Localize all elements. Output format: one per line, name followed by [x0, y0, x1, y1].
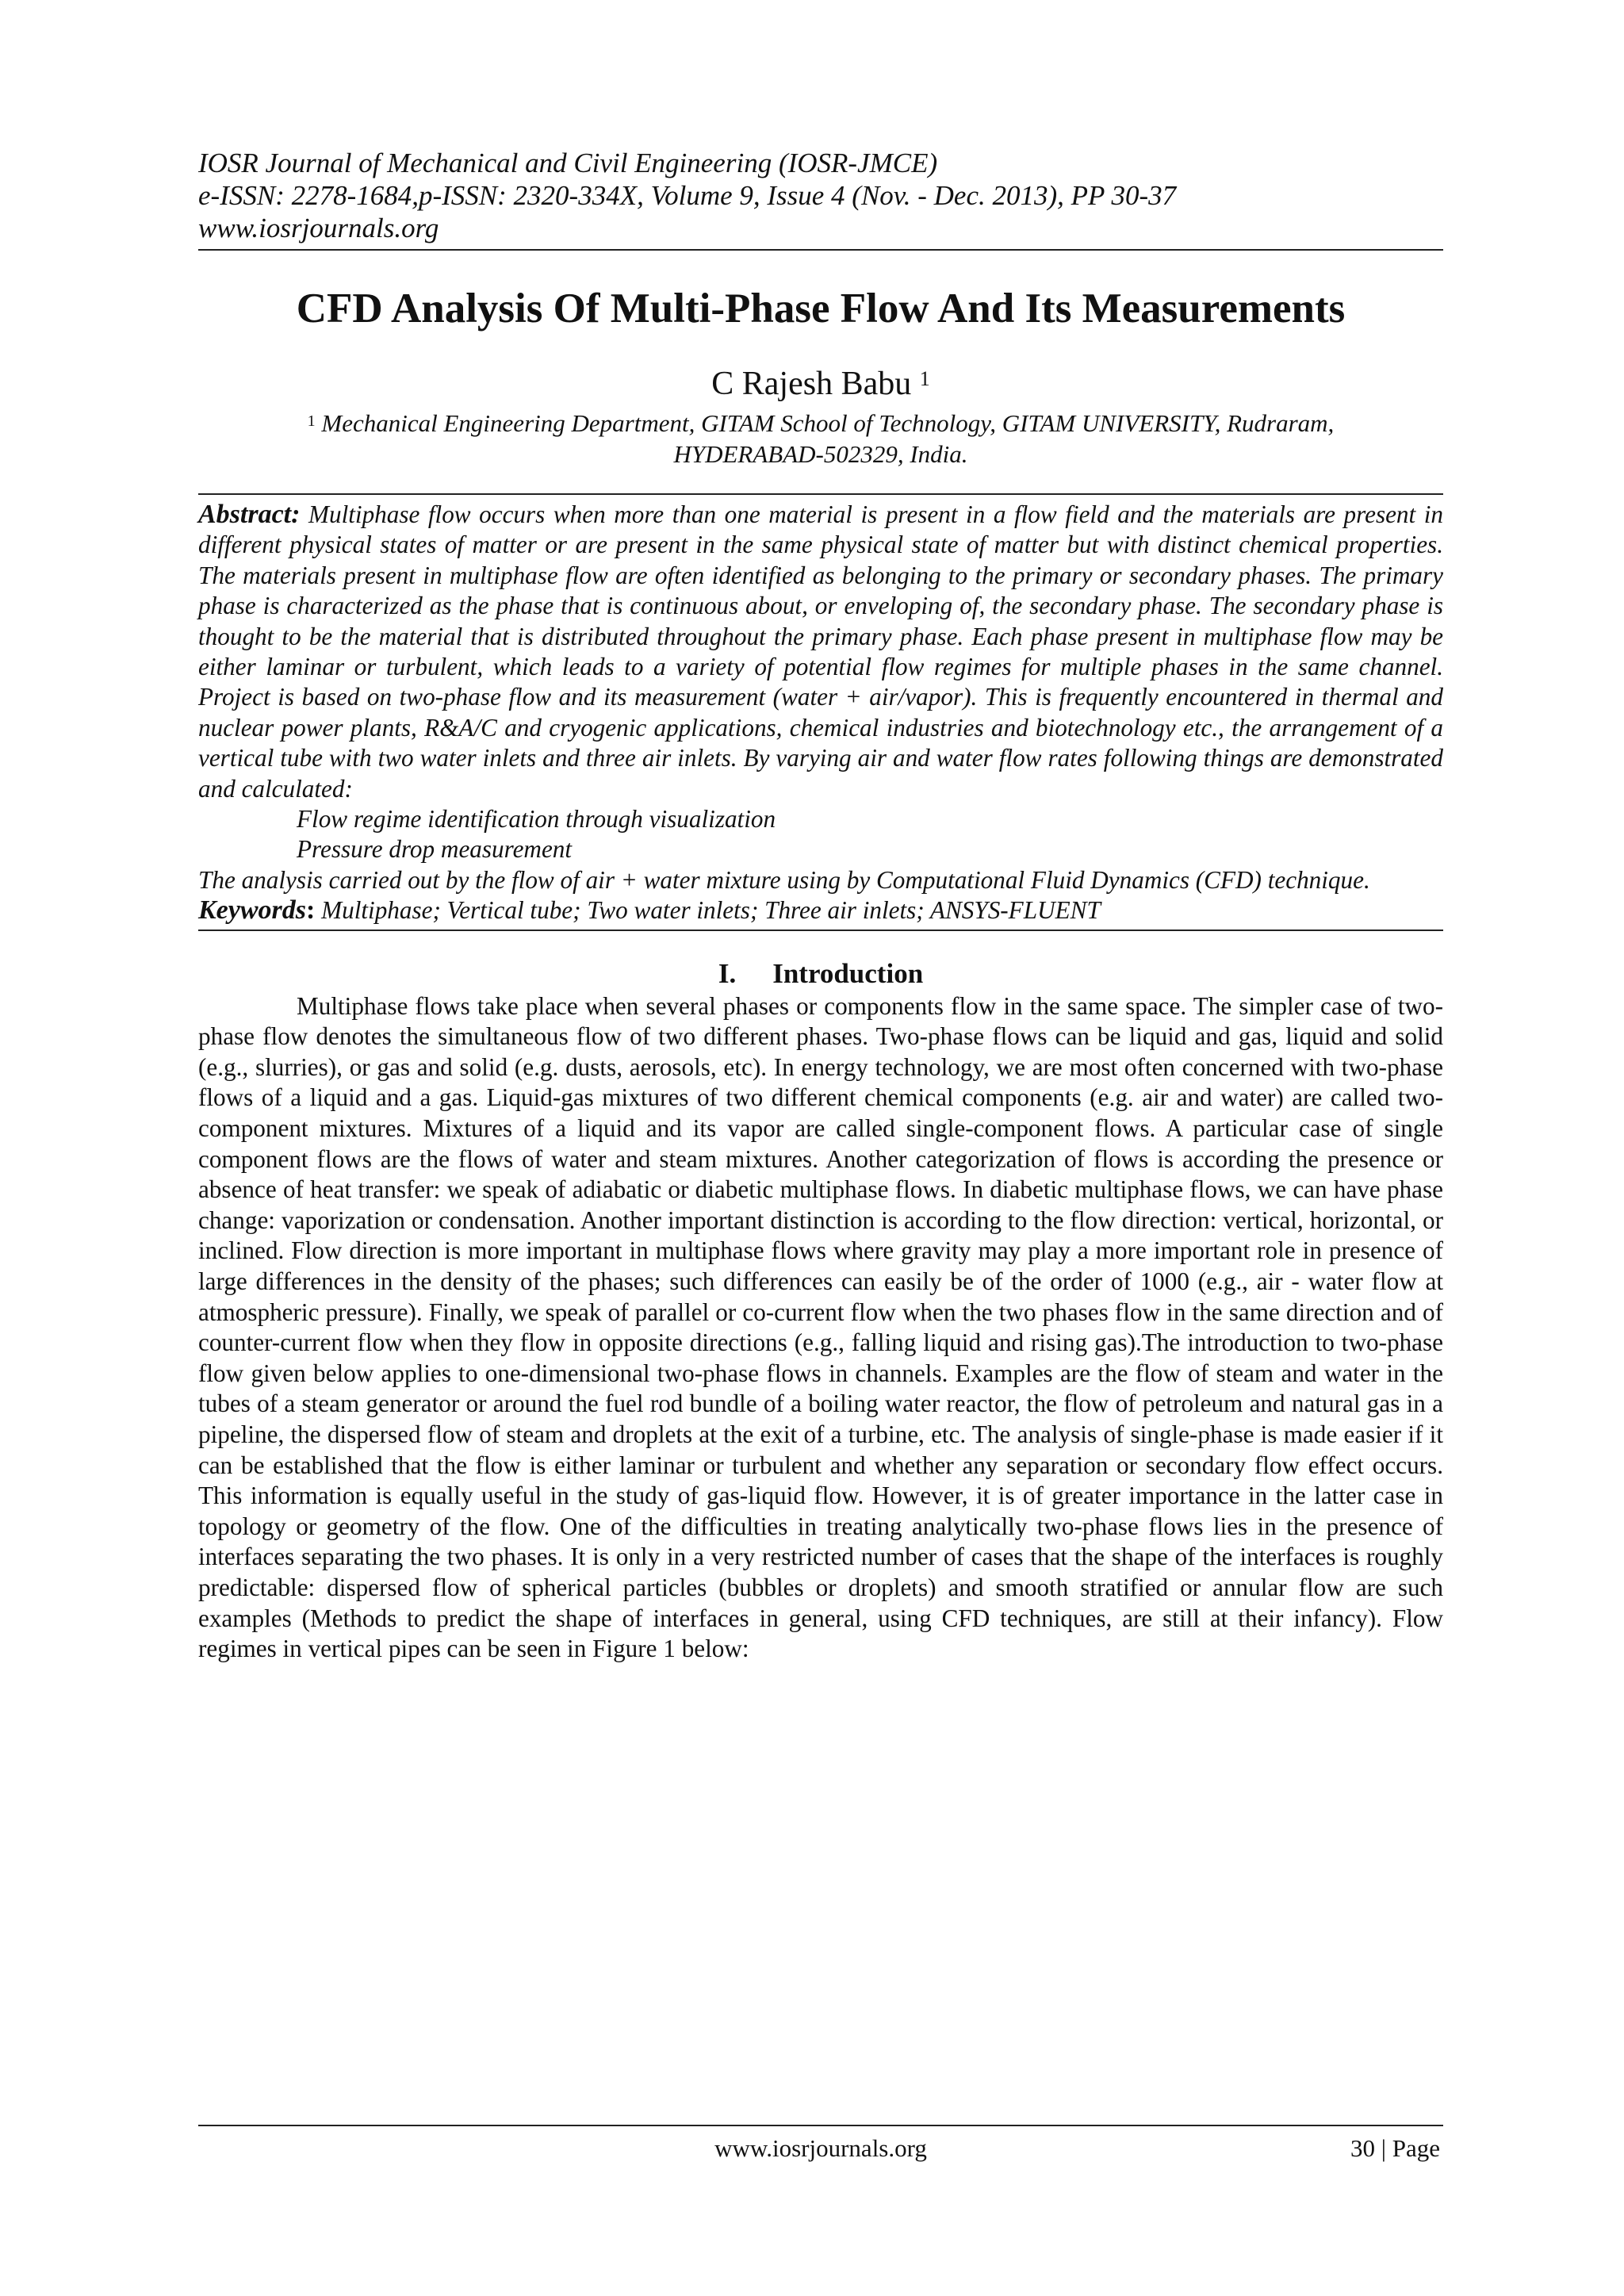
- footer-divider: [198, 2125, 1443, 2126]
- abstract-text: Multiphase flow occurs when more than one material is present in a flow field and the materials are present in different physical states of matter or are present in the same physical state of matter but with distinct chemical properties. The materials present in multiphase flow are often identified as belonging to the primary or secondary phases. The primary phase is characterized as the phase that is continuous about, or enveloping of, the secondary phase. The secondary phase is thought to be the material that is distributed throughout the primary phase. Each phase present in multiphase flow may be either laminar or turbulent, which leads to a variety of potential flow regimes for multiple phases in the same channel. Project is based on two-phase flow and its measurement (water + air/vapor). This is frequently encountered in thermal and nuclear power plants, R&A/C and cryogenic applications, chemical industries and biotechnology etc., the arrangement of a vertical tube with two water inlets and three air inlets. By varying air and water flow rates following things are demonstrated and calculated:: [198, 500, 1443, 803]
- keywords-text: Multiphase; Vertical tube; Two water inlets; Three air inlets; ANSYS-FLUENT: [315, 896, 1101, 925]
- author: [198, 365, 1443, 403]
- keywords-colon: :: [306, 895, 316, 926]
- header-divider: [198, 249, 1443, 251]
- abstract-list-item-2: Pressure drop measurement: [297, 835, 573, 864]
- abstract: [198, 500, 1443, 895]
- introduction-paragraph: Multiphase flows take place when several phases or components flow in the same space. The simpler case of two-phase flow denotes the simultaneous flow of two different phases. Two-phase flows can be liquid and gas, liquid and solid (e.g., slurries), or gas and solid (e.g. dusts, aerosols, etc). In energy technology, we are most often concerned with two-phase flows of a liquid and a gas. Liquid-gas mixtures of two different chemical components (e.g. air and water) are called two-component mixtures. Mixtures of a liquid and its vapor are called single-component flows. A particular case of single component flows are the flows of water and steam mixtures. Another categorization of flows is according the presence or absence of heat transfer: we speak of adiabatic or diabetic multiphase flows. In diabetic multiphase flows, we can have phase change: vaporization or condensation. Another important distinction is according to the flow direction: vertical, horizontal, or inclined. Flow direction is more important in multiphase flows where gravity may play a more important role in presence of large differences in the density of the phases; such differences can easily be of the order of 1000 (e.g., air - water flow at atmospheric pressure). Finally, we speak of parallel or co-current flow when the two phases flow in the same direction and of counter-current flow when they flow in opposite directions (e.g., falling liquid and rising gas).The introduction to two-phase flow given below applies to one-dimensional two-phase flows in channels. Examples are the flow of steam and water in the tubes of a steam generator or around the fuel rod bundle of a boiling water reactor, the flow of petroleum and natural gas in a pipeline, the dispersed flow of steam and droplets at the exit of a turbine, etc. The analysis of single-phase is made easier if it can be established that the flow is either laminar or turbulent and whether any separation or secondary flow effect occurs. This information is equally useful in the study of gas-liquid flow. However, it is of greater importance in the latter case in topology or geometry of the flow. One of the difficulties in treating analytically two-phase flows lies in the presence of interfaces separating the two phases. It is only in a very restricted number of cases that the shape of the interfaces is roughly predictable: dispersed flow of spherical particles (bubbles or droplets) and smooth stratified or annular flow are such examples (Methods to predict the shape of interfaces in general, using CFD techniques, are still at their infancy). Flow regimes in vertical pipes can be seen in Figure 1 below:: [198, 991, 1443, 1663]
- abstract-list-item-1: Flow regime identification through visualization: [297, 805, 776, 834]
- keywords-label: Keywords: [198, 895, 306, 926]
- journal-website: www.iosrjournals.org: [198, 213, 439, 243]
- author-name: C Rajesh Babu: [711, 366, 920, 402]
- footer-page-number: 30 | Page: [1350, 2134, 1440, 2162]
- keywords-bottom-divider: [198, 930, 1443, 931]
- journal-name: IOSR Journal of Mechanical and Civil Engineering (IOSR-JMCE): [198, 148, 938, 178]
- abstract-body: [198, 500, 1443, 804]
- abstract-closing: The analysis carried out by the flow of air + water mixture using by Computational Fluid Dynamics (CFD) technique.: [198, 865, 1370, 894]
- footer-website: www.iosrjournals.org: [714, 2134, 927, 2162]
- author-superscript: 1: [919, 367, 930, 390]
- journal-header: [198, 147, 1443, 244]
- affiliation-superscript: 1: [307, 412, 316, 430]
- section-number: I.: [718, 957, 737, 989]
- affiliation-line-1: $^1$ Mechanical Engineering Department, GITAM School of Technology, GITAM UNIVERSITY, Rudraram,: [307, 409, 1335, 437]
- keywords: [198, 895, 1443, 926]
- issn-line: e-ISSN: 2278-1684,p-ISSN: 2320-334X, Volume 9, Issue 4 (Nov. - Dec. 2013), PP 30-37: [198, 180, 1177, 211]
- section-title: Introduction: [772, 957, 924, 989]
- abstract-top-divider: [198, 493, 1443, 495]
- abstract-label: Abstract:: [198, 500, 301, 529]
- paper-title: CFD Analysis Of Multi-Phase Flow And Its Measurements: [296, 286, 1346, 332]
- affiliation-line-2: HYDERABAD-502329, India.: [673, 440, 968, 468]
- paper-page: [198, 147, 1443, 1665]
- section-heading-introduction: [198, 958, 1443, 990]
- affiliation: [198, 408, 1443, 470]
